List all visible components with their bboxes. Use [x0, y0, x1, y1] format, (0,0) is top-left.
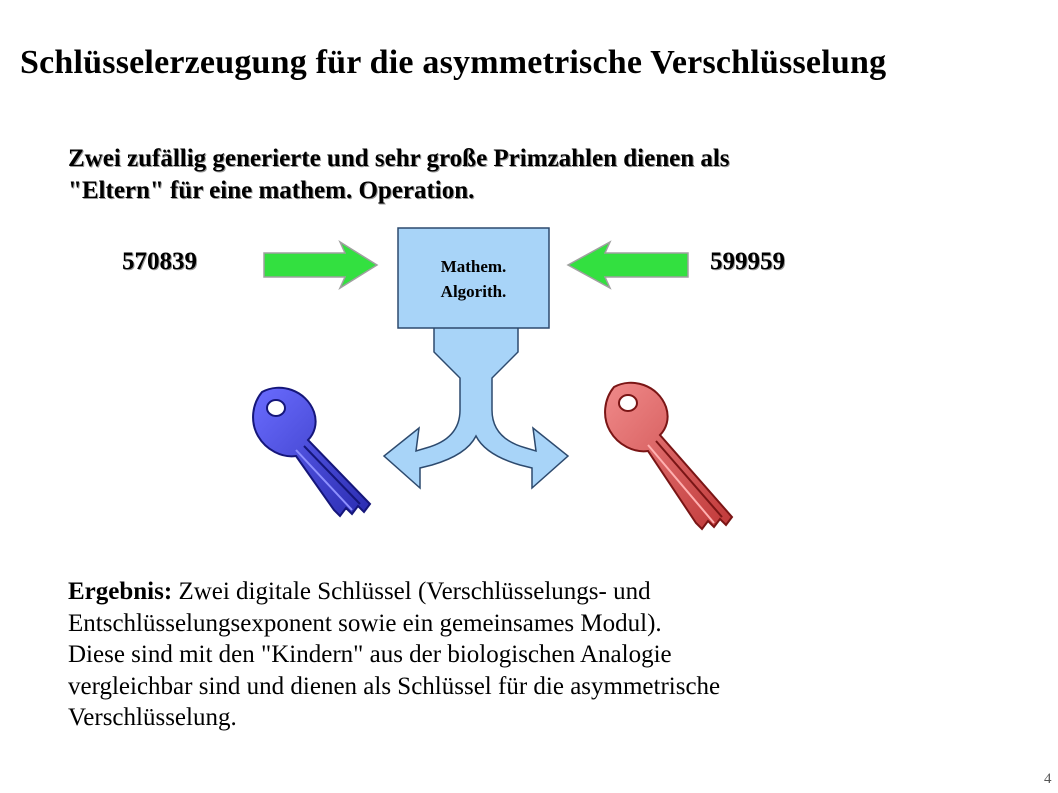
slide-title: Schlüsselerzeugung für die asymmetrische Verschlüsselung [20, 44, 887, 81]
result-line-1 [68, 576, 968, 608]
red-key-icon [605, 383, 732, 529]
intro-line-2: "Eltern" für eine mathem. Operation. [68, 177, 475, 204]
algorithm-box-label [398, 254, 549, 304]
prime-number-left: 570839 [122, 248, 197, 275]
result-line-2: Entschlüsselungsexponent sowie ein gemeinsames Modul). [68, 609, 662, 637]
result-line-5: Verschlüsselung. [68, 704, 237, 731]
green-arrow-icon [568, 242, 688, 288]
result-line-3: Diese sind mit den "Kindern" aus der biologischen Analogie [68, 641, 672, 668]
blue-key-icon [253, 388, 370, 516]
result-label: Ergebnis: [68, 578, 173, 605]
prime-number-right: 599959 [710, 248, 785, 275]
result-text [68, 576, 968, 734]
result-line-4: vergleichbar sind und dienen als Schlüssel für die asymmetrische [68, 672, 721, 700]
intro-line-1: Zwei zufällig generierte und sehr große Primzahlen dienen als [68, 145, 730, 172]
algorithm-label-line-2: Algorith. [440, 282, 507, 301]
result-line-1-rest: Zwei digitale Schlüssel (Verschlüsselungs- und [172, 578, 651, 605]
algorithm-label-line-1: Mathem. [440, 257, 507, 276]
green-arrow-icon [264, 242, 377, 288]
page-number: 4 [1044, 771, 1052, 787]
split-arrow-icon [384, 326, 568, 488]
